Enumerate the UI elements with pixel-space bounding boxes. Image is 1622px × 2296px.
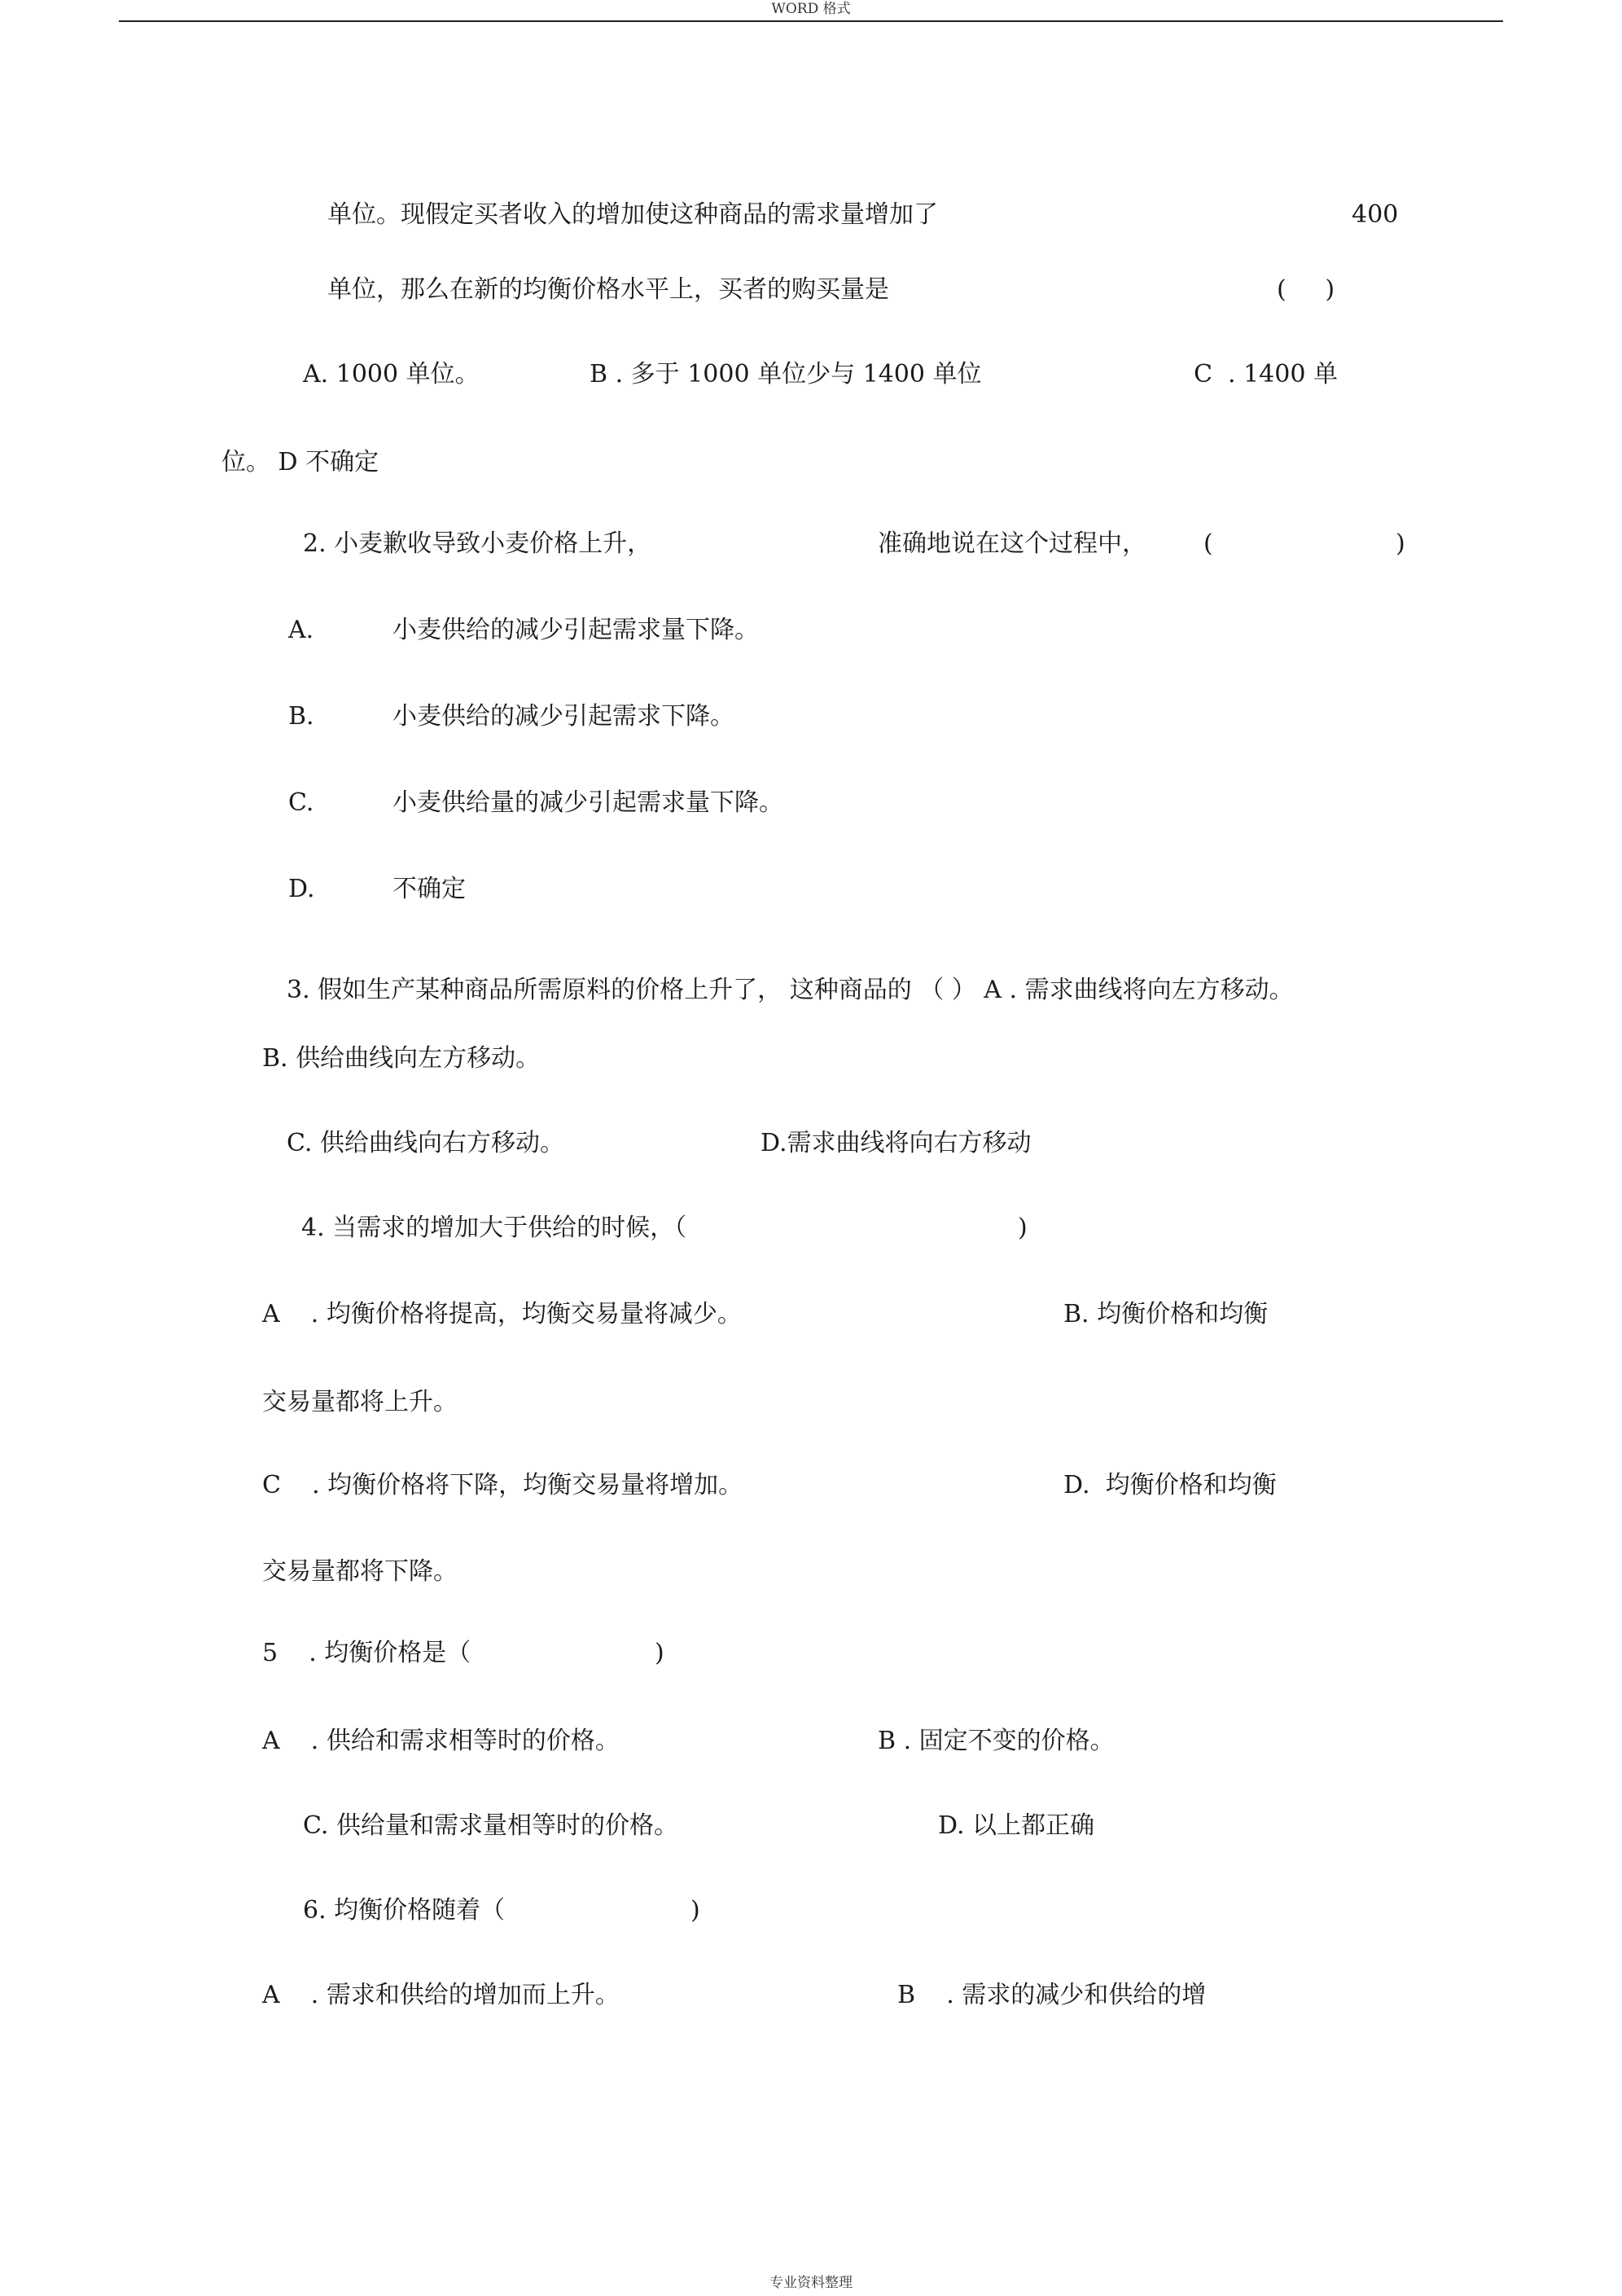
page-footer: 专业资料整理: [769, 2275, 853, 2291]
q4-option-b-continued: 交易量都将上升。: [262, 1388, 458, 1416]
q2-stem: 2. 小麦歉收导致小麦价格上升，: [303, 529, 652, 558]
q5-option-b: B . 固定不变的价格。: [878, 1727, 1115, 1755]
q4-option-c: C . 均衡价格将下降，均衡交易量将增加。: [262, 1471, 743, 1499]
q2-option-c-text: 小麦供给量的减少引起需求量下降。: [392, 788, 783, 817]
q6-stem: 6. 均衡价格随着（: [303, 1896, 506, 1925]
q1-answer-blank: ( ): [1277, 275, 1335, 304]
q1-line1-text: 单位。现假定买者收入的增加使这种商品的需求量增加了: [327, 200, 938, 229]
header-rule: [119, 20, 1503, 22]
q1-option-b: B . 多于 1000 单位少与 1400 单位: [590, 360, 982, 389]
q2-option-d-text: 不确定: [392, 875, 466, 903]
q6-option-a: A . 需求和供给的增加而上升。: [262, 1981, 620, 2009]
q6-option-b: B . 需求的减少和供给的增: [897, 1981, 1207, 2009]
q1-line2-text: 单位，那么在新的均衡价格水平上，买者的购买量是: [327, 275, 889, 304]
q2-option-c-letter: C.: [288, 788, 314, 817]
q3-stem: 3. 假如生产某种商品所需原料的价格上升了， 这种商品的 （ ） A . 需求曲线将向左方移动。: [287, 976, 1294, 1004]
q4-option-b: B. 均衡价格和均衡: [1063, 1300, 1269, 1328]
q4-option-a: A . 均衡价格将提高，均衡交易量将减少。: [262, 1300, 742, 1328]
q2-paren-close: ): [1396, 529, 1405, 558]
q3-option-d: D.需求曲线将向右方移动: [761, 1129, 1032, 1157]
q3-option-c: C. 供给曲线向右方移动。: [287, 1129, 564, 1157]
q5-paren-close: ): [655, 1639, 664, 1667]
q2-option-d-letter: D.: [288, 875, 315, 903]
q1-option-a: A. 1000 单位。: [303, 360, 480, 389]
q2-option-a-text: 小麦供给的减少引起需求量下降。: [392, 616, 759, 644]
q2-option-a-letter: A.: [288, 616, 314, 644]
q4-stem: 4. 当需求的增加大于供给的时候，（: [301, 1214, 687, 1242]
q5-option-d: D. 以上都正确: [938, 1811, 1095, 1840]
q5-stem: 5 . 均衡价格是（: [262, 1639, 471, 1667]
q5-option-c: C. 供给量和需求量相等时的价格。: [303, 1811, 678, 1840]
q1-option-d: 位。 D 不确定: [221, 448, 379, 476]
q4-paren-close: ): [1018, 1214, 1028, 1242]
q1-line1-number: 400: [1352, 200, 1399, 229]
q2-paren-open: (: [1203, 529, 1213, 558]
q6-paren-close: ): [690, 1896, 700, 1925]
q4-option-d-continued: 交易量都将下降。: [262, 1557, 458, 1586]
page-header: WORD 格式: [771, 1, 851, 17]
q5-option-a: A . 供给和需求相等时的价格。: [262, 1727, 620, 1755]
q4-option-d: D. 均衡价格和均衡: [1063, 1471, 1277, 1499]
q2-option-b-text: 小麦供给的减少引起需求下降。: [392, 702, 734, 731]
q1-option-c: C . 1400 单: [1194, 360, 1338, 389]
q2-option-b-letter: B.: [288, 702, 314, 731]
q2-stem-tail: 准确地说在这个过程中，: [878, 529, 1146, 558]
q3-option-b: B. 供给曲线向左方移动。: [262, 1044, 541, 1073]
